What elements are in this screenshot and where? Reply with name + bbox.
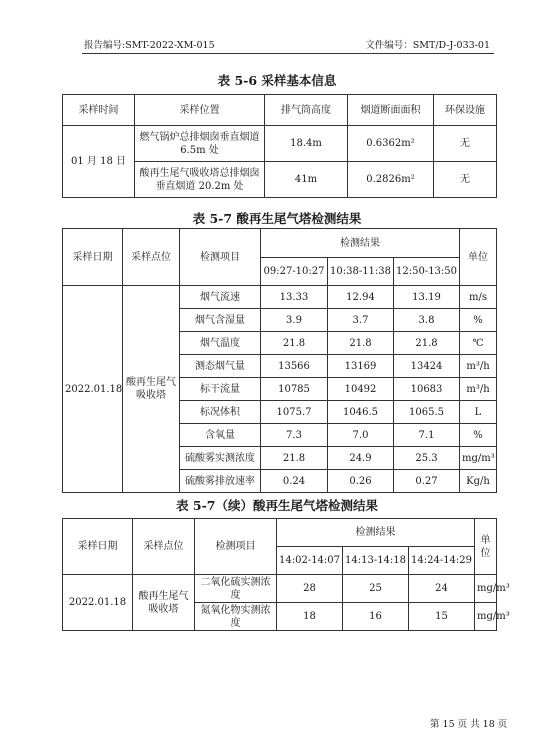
time-slot: 14:13-14:18 [343,547,409,575]
result-value: 3.8 [394,309,460,332]
time-slot: 12:50-13:50 [394,258,460,286]
test-item: 硫酸雾排放速率 [180,470,261,493]
header-result: 检测结果 [277,519,475,547]
stack-height: 18.4m [265,126,348,162]
sampling-date: 2022.01.18 [63,575,133,631]
test-item: 烟气流速 [180,286,261,309]
header-point: 采样点位 [133,519,195,575]
result-value: 13566 [261,355,328,378]
header-result: 检测结果 [261,229,460,258]
table-row [63,575,497,603]
time-slot: 14:02-14:07 [277,547,343,575]
unit-cell: mg/m³ [475,575,497,603]
test-item: 烟气温度 [180,332,261,355]
header-unit: 单位 [475,519,497,575]
header-item: 检测项目 [180,229,261,286]
result-value: 1075.7 [261,401,328,424]
table-row [63,126,497,162]
result-value: 7.0 [328,424,394,447]
header-cell: 采样位置 [135,95,265,126]
result-value: 21.8 [328,332,394,355]
facility: 无 [434,126,497,162]
result-value: 25 [343,575,409,603]
results-table [62,228,497,493]
test-item: 标况体积 [180,401,261,424]
test-item: 标干流量 [180,378,261,401]
page-number: 第 15 页 共 18 页 [430,719,508,730]
table-header-row [63,229,497,258]
result-value: 7.3 [261,424,328,447]
sampling-date: 2022.01.18 [63,286,123,493]
time-slot: 09:27-10:27 [261,258,328,286]
test-item: 氮氧化物实测浓度 [195,603,277,631]
sampling-date: 01 月 18 日 [63,126,135,198]
result-value: 1065.5 [394,401,460,424]
header-cell: 采样时间 [63,95,135,126]
result-value: 28 [277,575,343,603]
result-value: 7.1 [394,424,460,447]
sampling-point: 酸再生尾气吸收塔 [123,286,180,493]
result-value: 10492 [328,378,394,401]
test-item: 硫酸雾实测浓度 [180,447,261,470]
result-value: 0.24 [261,470,328,493]
result-value: 10785 [261,378,328,401]
unit-cell: mg/m³ [460,447,497,470]
flue-area: 0.6362m² [348,126,434,162]
test-item: 含氧量 [180,424,261,447]
header-cell: 烟道断面面积 [348,95,434,126]
result-value: 25.3 [394,447,460,470]
header-unit: 单位 [460,229,497,286]
time-slot: 14:24-14:29 [409,547,475,575]
header-date: 采样日期 [63,229,123,286]
header-cell: 排气筒高度 [265,95,348,126]
page-header [84,37,490,51]
unit-cell: m/s [460,286,497,309]
table3-caption: 表 5-7（续）酸再生尾气塔检测结果 [176,498,378,513]
table-row [63,286,497,309]
result-value: 18 [277,603,343,631]
results-table-continued [62,518,510,631]
result-value: 13.19 [394,286,460,309]
result-value: 21.8 [261,447,328,470]
sampling-location: 燃气锅炉总排烟囱垂直烟道 6.5m 处 [135,126,265,162]
unit-cell: % [460,424,497,447]
header-date: 采样日期 [63,519,133,575]
test-item: 烟气含湿量 [180,309,261,332]
unit-cell: m³/h [460,355,497,378]
table-header-row [63,519,497,547]
flue-area: 0.2826m² [348,162,434,198]
result-value: 3.7 [328,309,394,332]
unit-cell: % [460,309,497,332]
time-slot: 10:38-11:38 [328,258,394,286]
unit-cell: mg/m³ [475,603,497,631]
unit-cell: ℃ [460,332,497,355]
result-value: 10683 [394,378,460,401]
result-value: 24.9 [328,447,394,470]
result-value: 13424 [394,355,460,378]
unit-cell: m³/h [460,378,497,401]
header-cell: 环保设施 [434,95,497,126]
result-value: 0.26 [328,470,394,493]
result-value: 15 [409,603,475,631]
test-item: 二氧化硫实测浓度 [195,575,277,603]
stack-height: 41m [265,162,348,198]
header-item: 检测项目 [195,519,277,575]
file-number: 文件编号：SMT/D-J-033-01 [365,40,490,51]
unit-cell: Kg/h [460,470,497,493]
table2-caption: 表 5-7 酸再生尾气塔检测结果 [192,211,362,226]
table1-caption: 表 5-6 采样基本信息 [217,73,337,88]
result-value: 3.9 [261,309,328,332]
table-header-row [63,95,497,126]
result-value: 0.27 [394,470,460,493]
header-point: 采样点位 [123,229,180,286]
result-value: 13.33 [261,286,328,309]
header-divider [82,53,494,54]
result-value: 13169 [328,355,394,378]
test-item: 测态烟气量 [180,355,261,378]
unit-cell: L [460,401,497,424]
result-value: 1046.5 [328,401,394,424]
sampling-location: 酸再生尾气吸收塔总排烟囱垂直烟道 20.2m 处 [135,162,265,198]
result-value: 16 [343,603,409,631]
report-number: 报告编号:SMT-2022-XM-015 [84,40,215,51]
sampling-point: 酸再生尾气吸收塔 [133,575,195,631]
facility: 无 [434,162,497,198]
result-value: 12.94 [328,286,394,309]
result-value: 21.8 [261,332,328,355]
result-value: 24 [409,575,475,603]
sampling-info-table [62,94,497,198]
result-value: 21.8 [394,332,460,355]
